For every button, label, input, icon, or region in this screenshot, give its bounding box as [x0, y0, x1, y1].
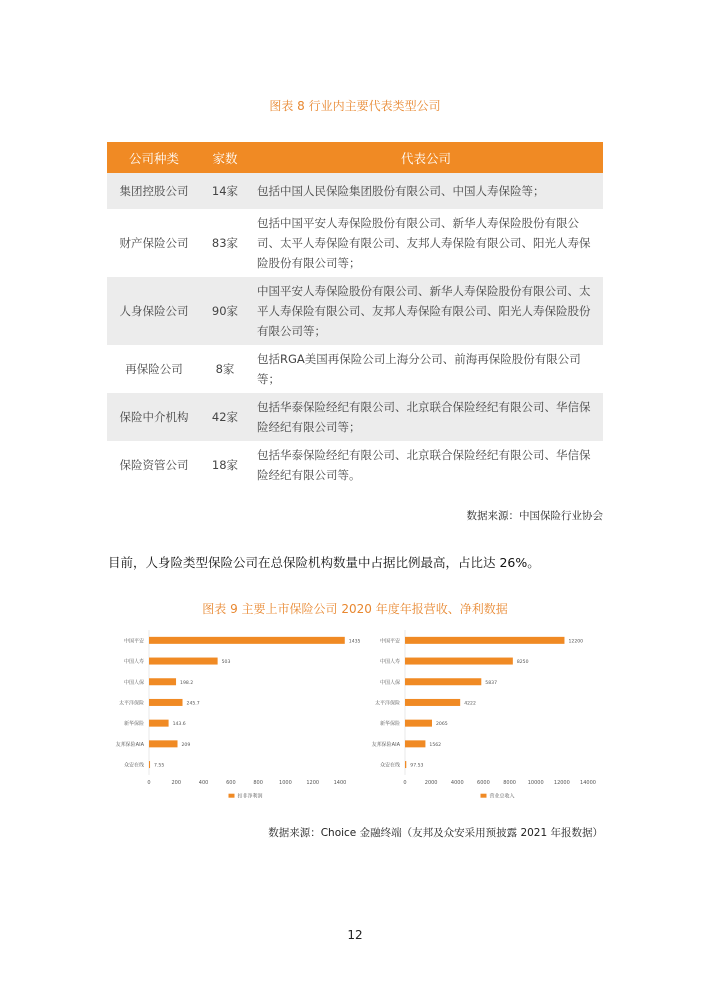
company-types-table [107, 142, 603, 489]
cell-count: 42家 [201, 393, 249, 441]
cell-count: 90家 [201, 277, 249, 345]
x-tick-label: 600 [226, 779, 236, 786]
legend-label: 扣非净利润 [237, 793, 263, 800]
value-label: 12200 [568, 639, 584, 645]
net-profit-chart [108, 626, 361, 810]
x-tick-label: 200 [171, 779, 182, 786]
value-label: 143.6 [172, 722, 186, 728]
cell-type: 人身保险公司 [107, 277, 201, 345]
value-label: 97.53 [410, 763, 424, 769]
header-examples: 代表公司 [249, 142, 603, 173]
cell-count: 83家 [201, 209, 249, 277]
x-tick-label: 2000 [424, 779, 438, 786]
table-row [107, 441, 603, 489]
table-caption: 图表 8 行业内主要代表类型公司 [269, 99, 441, 113]
x-tick-label: 8000 [503, 779, 516, 786]
table-row [107, 277, 603, 345]
header-company-type: 公司种类 [107, 142, 201, 173]
category-label: 友邦保险AIA [371, 741, 400, 748]
cell-examples: 包括华泰保险经纪有限公司、北京联合保险经纪有限公司、华信保险经纪有限公司等； [249, 393, 603, 441]
category-label: 新华保险 [379, 721, 400, 728]
value-label: 8250 [516, 660, 529, 666]
category-label: 太平洋保险 [118, 700, 144, 707]
x-tick-label: 1000 [279, 779, 292, 786]
bar [405, 761, 406, 768]
x-tick-label: 800 [253, 779, 263, 786]
value-label: 209 [181, 742, 191, 748]
category-label: 中国人保 [123, 679, 144, 686]
category-label: 友邦保险AIA [115, 741, 144, 748]
chart-source-note: 数据来源：Choice 金融终端（友邦及众安采用预披露 2021 年报数据） [268, 827, 603, 839]
cell-type: 保险中介机构 [107, 393, 201, 441]
header-count: 家数 [201, 142, 249, 173]
bar [149, 699, 183, 706]
revenue-chart [357, 626, 599, 810]
value-label: 198.2 [180, 680, 194, 686]
bar [149, 637, 345, 644]
category-label: 众安在线 [123, 762, 144, 769]
cell-examples: 包括中国平安人寿保险股份有限公司、新华人寿保险股份有限公司、太平人寿保险有限公司、友邦人寿保险有限公司、阳光人寿保险股份有限公司等； [249, 209, 603, 277]
category-label: 太平洋保险 [374, 700, 400, 707]
category-label: 中国平安 [123, 638, 144, 645]
chart-caption: 图表 9 主要上市保险公司 2020 年度年报营收、净利数据 [202, 602, 508, 616]
table-source-note: 数据来源：中国保险行业协会 [466, 510, 603, 522]
value-label: 503 [221, 660, 231, 666]
legend-swatch [481, 794, 487, 798]
value-label: 245.7 [186, 701, 200, 707]
cell-examples: 包括RGA美国再保险公司上海分公司、前海再保险股份有限公司等； [249, 345, 603, 393]
value-label: 1562 [429, 742, 442, 748]
x-tick-label: 1200 [306, 779, 320, 786]
bar [149, 720, 169, 727]
table-row [107, 393, 603, 441]
x-tick-label: 14000 [580, 779, 596, 786]
cell-type: 再保险公司 [107, 345, 201, 393]
table-header-row [107, 142, 603, 173]
cell-count: 14家 [201, 173, 249, 209]
bar [405, 740, 425, 747]
value-label: 1435 [348, 639, 361, 645]
value-label: 7.55 [154, 763, 165, 769]
bar [149, 740, 178, 747]
bar [405, 678, 481, 685]
category-label: 新华保险 [123, 721, 144, 728]
x-tick-label: 10000 [527, 779, 544, 786]
category-label: 中国人保 [379, 679, 400, 686]
x-tick-label: 400 [198, 779, 209, 786]
category-label: 众安在线 [379, 762, 400, 769]
x-tick-label: 0 [403, 779, 407, 786]
x-tick-label: 12000 [553, 779, 570, 786]
bar [405, 699, 460, 706]
category-label: 中国平安 [379, 638, 400, 645]
bar [405, 637, 564, 644]
bar [149, 761, 150, 768]
value-label: 5837 [485, 680, 498, 686]
bar [149, 678, 176, 685]
value-label: 4222 [464, 701, 476, 707]
cell-examples: 包括华泰保险经纪有限公司、北京联合保险经纪有限公司、华信保险经纪有限公司等。 [249, 441, 603, 489]
table-row [107, 345, 603, 393]
cell-type: 集团控股公司 [107, 173, 201, 209]
page-number: 12 [347, 928, 363, 942]
table-row [107, 173, 603, 209]
x-tick-label: 6000 [477, 779, 490, 786]
legend-label: 营业总收入 [489, 793, 515, 800]
x-tick-label: 1400 [333, 779, 347, 786]
bar [405, 658, 513, 665]
body-paragraph: 目前，人身险类型保险公司在总保险机构数量中占据比例最高，占比达 26%。 [108, 555, 540, 570]
cell-type: 财产保险公司 [107, 209, 201, 277]
cell-count: 8家 [201, 345, 249, 393]
cell-examples: 包括中国人民保险集团股份有限公司、中国人寿保险等； [249, 173, 603, 209]
bar [405, 720, 432, 727]
x-tick-label: 4000 [450, 779, 464, 786]
value-label: 2065 [435, 722, 448, 728]
table-row [107, 209, 603, 277]
cell-count: 18家 [201, 441, 249, 489]
x-tick-label: 0 [147, 779, 151, 786]
legend-swatch [229, 794, 235, 798]
bar [149, 658, 218, 665]
cell-type: 保险资管公司 [107, 441, 201, 489]
category-label: 中国人寿 [379, 659, 400, 666]
cell-examples: 中国平安人寿保险股份有限公司、新华人寿保险股份有限公司、太平人寿保险有限公司、友邦人寿保险有限公司、阳光人寿保险股份有限公司等； [249, 277, 603, 345]
category-label: 中国人寿 [123, 659, 144, 666]
